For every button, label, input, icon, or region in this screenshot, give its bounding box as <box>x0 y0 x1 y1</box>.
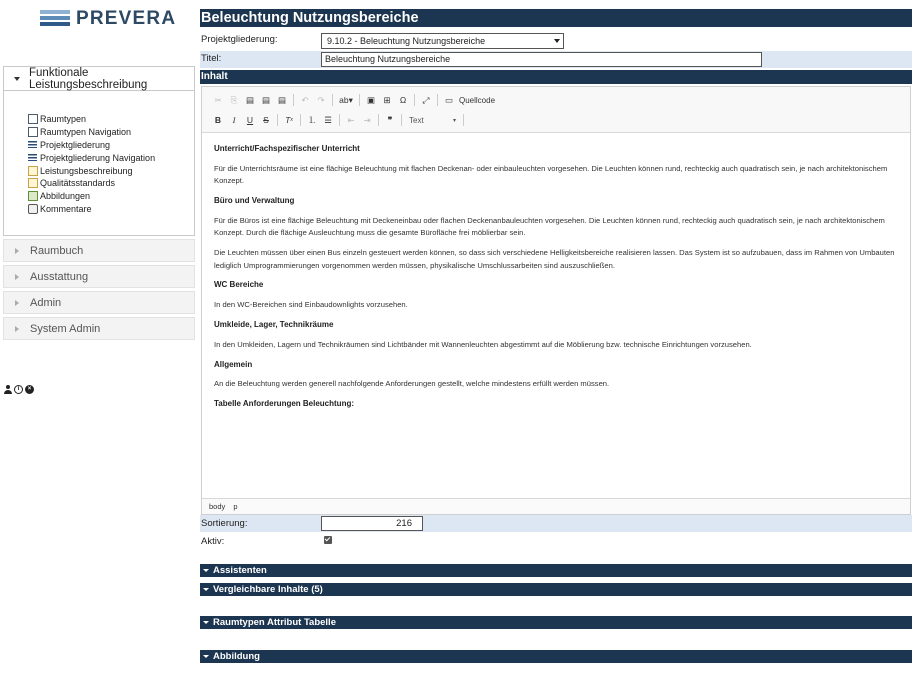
toolbar-separator <box>300 114 301 126</box>
content-paragraph: Die Leuchten müssen über einen Bus einzeln gesteuert werden können, so dass sich verschiedene Helligkeitsbereiche realisieren lassen. Das System ist so aufzubauen, dass im Rahmen von Umbauten lediglich Umprogrammierungen vorgenommen werden müssen, physikalische Umschlussarbeiten sind auszuschließen. <box>214 248 895 270</box>
chevron-down-icon: ▾ <box>452 117 456 124</box>
outdent-icon[interactable]: ⇤ <box>347 114 355 125</box>
caret-right-icon <box>15 248 19 254</box>
toolbar-separator <box>401 114 402 126</box>
collapsible-vergleichbare-inhalte[interactable] <box>200 583 912 596</box>
bold-icon[interactable]: B <box>214 115 222 125</box>
italic-icon[interactable]: I <box>232 115 236 125</box>
format-select-value: Text <box>409 115 424 125</box>
document-icon <box>28 166 38 176</box>
toolbar-row-1 <box>210 92 495 108</box>
sortierung-row <box>200 515 912 532</box>
tree-item-raumtypen-navigation[interactable] <box>28 126 155 139</box>
sidebar-section-label: Admin <box>30 296 62 309</box>
content-heading: Umkleide, Lager, Technikräume <box>214 320 334 330</box>
editor-content[interactable] <box>214 143 898 418</box>
logo-text: PREVERA <box>76 8 177 29</box>
toolbar-separator <box>277 114 278 126</box>
collapsible-abbildung[interactable] <box>200 650 912 663</box>
editor-toolbar <box>202 87 910 133</box>
caret-down-icon <box>203 588 209 591</box>
sortierung-label: Sortierung: <box>201 518 248 529</box>
tree-item-label: Qualitätsstandards <box>40 178 116 189</box>
content-heading: WC Bereiche <box>214 280 264 290</box>
projektgliederung-select[interactable] <box>321 33 564 49</box>
element-path-body[interactable]: body <box>209 502 226 511</box>
toolbar-separator <box>339 114 340 126</box>
table-icon[interactable]: ⊞ <box>383 94 391 105</box>
toolbar-separator <box>359 94 360 106</box>
sidebar-section-open <box>3 66 195 236</box>
aktiv-checkbox[interactable] <box>324 536 332 544</box>
list-icon <box>28 153 38 163</box>
caret-down-icon <box>14 77 20 81</box>
source-code-button[interactable]: Quellcode <box>459 95 496 105</box>
maximize-icon[interactable]: ⤢ <box>422 94 430 105</box>
rich-text-editor <box>201 86 911 515</box>
chevron-down-icon <box>554 39 560 43</box>
bulleted-list-icon[interactable]: ☰ <box>324 114 332 125</box>
content-paragraph: An die Beleuchtung werden generell nachfolgende Anforderungen gestellt, welche mindestens erfüllt werden müssen. <box>214 379 610 389</box>
sidebar-tree <box>28 113 155 215</box>
remove-format-icon[interactable]: T x <box>285 115 293 125</box>
redo-icon[interactable]: ↷ <box>317 94 325 105</box>
info-icon[interactable]: i <box>14 385 23 394</box>
toolbar-separator <box>332 94 333 106</box>
toolbar-separator <box>437 94 438 106</box>
content-paragraph: In den WC-Bereichen sind Einbaudownlights vorzusehen. <box>214 300 408 310</box>
copy-icon[interactable]: ⎘ <box>230 94 238 105</box>
sidebar-section-ausstattung[interactable] <box>3 265 195 288</box>
sidebar-section-label: Ausstattung <box>30 270 89 283</box>
logo-mark-icon <box>40 9 70 29</box>
editor-statusbar <box>202 498 910 514</box>
sidebar-section-label: Raumbuch <box>30 244 84 257</box>
format-select[interactable] <box>405 114 460 127</box>
content-heading: Tabelle Anforderungen Beleuchtung: <box>214 399 355 409</box>
paste-text-icon[interactable]: ▤ <box>261 94 271 105</box>
tree-item-label: Abbildungen <box>40 191 91 202</box>
paste-word-icon[interactable]: ▤ <box>277 94 287 105</box>
tree-grid-icon <box>28 114 38 124</box>
titel-input[interactable]: Beleuchtung Nutzungsbereiche <box>321 52 762 67</box>
sidebar-section-raumbuch[interactable] <box>3 239 195 262</box>
sortierung-input[interactable]: 216 <box>321 516 423 531</box>
tree-item-label: Raumtypen <box>40 114 87 125</box>
comment-icon <box>28 204 38 214</box>
caret-down-icon <box>203 621 209 624</box>
collapsible-assistenten[interactable] <box>200 564 912 577</box>
undo-icon[interactable]: ↶ <box>301 94 309 105</box>
collapsible-label: Raumtypen Attribut Tabelle <box>213 617 336 628</box>
toolbar-row-2 <box>210 112 467 128</box>
tree-item-label: Kommentare <box>40 203 92 214</box>
list-icon <box>28 140 38 150</box>
caret-down-icon <box>203 569 209 572</box>
caret-down-icon <box>203 655 209 658</box>
tree-item-qualitaetsstandards[interactable] <box>28 177 155 190</box>
blockquote-icon[interactable]: ❞ <box>387 114 393 125</box>
content-paragraph: Für die Büros ist eine flächige Beleuchtung mit Deckeneinbau oder flachen Deckenanbauleuchten vorgesehen. Die Leuchten können rund, rechteckig auch quadratisch sein, je nach architektonischem Konzept. Durch die flächige Ausleuchtung muss die gesamte Bürofläche frei möblierbar sein. <box>214 215 885 238</box>
projektgliederung-selected-value: 9.10.2 - Beleuchtung Nutzungsbereiche <box>327 36 486 46</box>
sidebar-section-system-admin[interactable] <box>3 317 195 340</box>
tree-item-raumtypen[interactable] <box>28 113 155 126</box>
toolbar-separator <box>293 94 294 106</box>
underline-icon[interactable]: U <box>246 115 254 125</box>
caret-right-icon <box>15 300 19 306</box>
tree-item-kommentare[interactable] <box>28 203 155 216</box>
user-actions <box>4 385 34 394</box>
projektgliederung-label: Projektgliederung: <box>201 34 278 45</box>
toolbar-separator <box>463 114 464 126</box>
tree-item-abbildungen[interactable] <box>28 190 155 203</box>
tree-item-label: Raumtypen Navigation <box>40 127 132 138</box>
content-heading: Büro und Verwaltung <box>214 196 295 206</box>
page-title: Beleuchtung Nutzungsbereiche <box>200 9 912 27</box>
caret-right-icon <box>15 326 19 332</box>
tree-item-leistungsbeschreibung[interactable] <box>28 164 155 177</box>
tree-item-label: Projektgliederung Navigation <box>40 152 156 163</box>
numbered-list-icon[interactable]: ⒈ <box>307 115 317 125</box>
document-icon <box>28 178 38 188</box>
source-code-icon[interactable]: ▭ <box>444 94 454 105</box>
tree-item-label: Projektgliederung <box>40 139 111 150</box>
content-paragraph: In den Umkleiden, Lagern und Technikräumen sind Lichtbänder mit Wannenleuchten abgestimmt auf die Möblierung bzw. technische Einrichtungen vorzusehen. <box>214 339 752 349</box>
collapsible-label: Vergleichbare Inhalte (5) <box>213 584 323 595</box>
inhalt-header: Inhalt <box>200 70 912 84</box>
collapsible-raumtypen-attribut-tabelle[interactable] <box>200 616 912 629</box>
toolbar-separator <box>414 94 415 106</box>
toolbar-separator <box>378 114 379 126</box>
titel-label: Titel: <box>201 53 222 64</box>
strikethrough-icon[interactable]: S <box>263 115 269 125</box>
special-char-icon[interactable]: Ω <box>399 95 407 105</box>
collapsible-label: Abbildung <box>213 651 260 662</box>
user-icon[interactable] <box>4 385 12 394</box>
content-heading: Allgemein <box>214 359 253 369</box>
sidebar-section-header-funktionale-leistungsbeschreibung[interactable] <box>4 67 194 91</box>
tree-item-label: Leistungsbeschreibung <box>40 165 133 176</box>
cut-icon[interactable]: ✂ <box>214 94 222 105</box>
content-paragraph: Für die Unterrichtsräume ist eine flächige Beleuchtung mit flachen Deckenan- oder einbauleuchten vorgesehen. Die Leuchten können rund, rechteckig auch quadratisch sein, je nach architektonischem Konzept. <box>214 163 888 186</box>
logo[interactable] <box>40 8 176 30</box>
spellcheck-icon[interactable]: ab▾ <box>339 94 353 105</box>
sidebar-section-label: Funktionale Leistungsbeschreibung <box>29 66 148 91</box>
caret-right-icon <box>15 274 19 280</box>
sidebar-section-label: System Admin <box>30 322 101 335</box>
collapsible-label: Assistenten <box>213 565 267 576</box>
content-heading: Unterricht/Fachspezifischer Unterricht <box>214 144 360 153</box>
element-path-p[interactable]: p <box>233 502 238 511</box>
image-icon[interactable]: ▣ <box>366 94 376 105</box>
image-icon <box>28 191 38 201</box>
logout-icon[interactable]: × <box>25 385 34 394</box>
tree-grid-icon <box>28 127 38 137</box>
sidebar-section-admin[interactable] <box>3 291 195 314</box>
aktiv-label: Aktiv: <box>201 536 225 547</box>
tree-item-projektgliederung-navigation[interactable] <box>28 151 155 164</box>
tree-item-projektgliederung[interactable] <box>28 139 155 152</box>
indent-icon[interactable]: ⇥ <box>363 114 371 125</box>
paste-icon[interactable]: ▤ <box>245 94 255 105</box>
